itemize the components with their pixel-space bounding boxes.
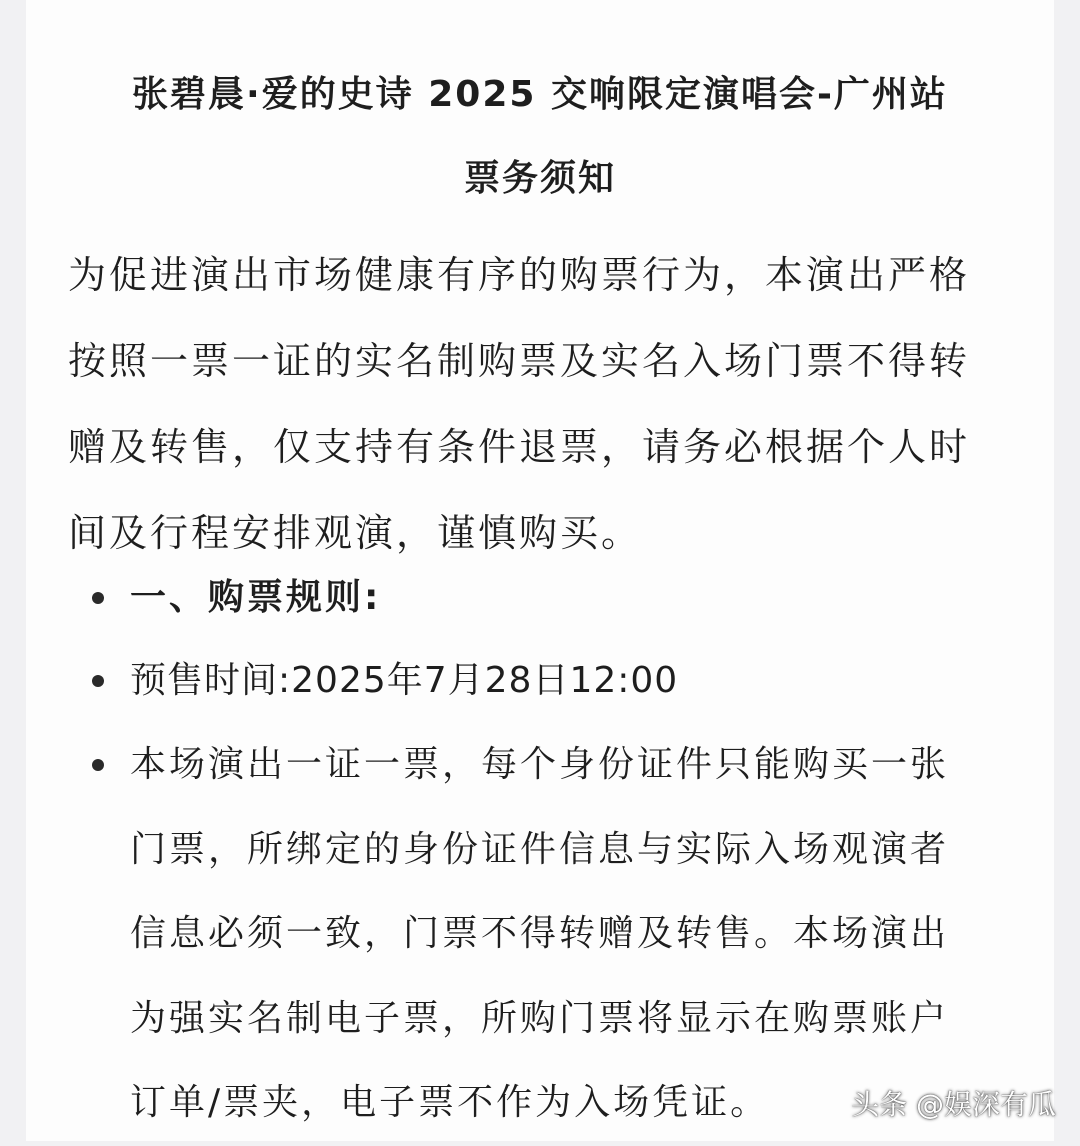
presale-time: 预售时间:2025年7月28日12:00: [130, 638, 678, 724]
rule-line: 本场演出一证一票，每个身份证件只能购买一张: [130, 722, 949, 808]
intro-line: 间及行程安排观演，谨慎购买。: [68, 490, 1014, 576]
rule-line: 门票，所绑定的身份证件信息与实际入场观演者: [130, 807, 949, 893]
intro-line: 为促进演出市场健康有序的购票行为，本演出严格: [68, 232, 1014, 318]
document-title: 张碧晨·爱的史诗 2025 交响限定演唱会-广州站: [26, 66, 1054, 117]
rule-line: 为强实名制电子票，所购门票将显示在购票账户: [130, 976, 949, 1062]
watermark-text: 头条 @娱深有瓜: [851, 1083, 1056, 1123]
intro-line: 按照一票一证的实名制购票及实名入场门票不得转: [68, 318, 1014, 404]
bullet-dot: [92, 592, 104, 604]
intro-paragraph: [68, 232, 1014, 576]
bullet-dot: [92, 675, 104, 687]
rule-line: 信息必须一致，门票不得转赠及转售。本场演出: [130, 891, 949, 977]
document-subtitle: 票务须知: [26, 150, 1054, 201]
bullet-dot: [92, 759, 104, 771]
rule-line: 订单/票夹，电子票不作为入场凭证。: [130, 1060, 769, 1146]
intro-line: 赠及转售，仅支持有条件退票，请务必根据个人时: [68, 404, 1014, 490]
document-page: [26, 0, 1054, 1141]
section-heading: 一、购票规则:: [130, 555, 381, 641]
